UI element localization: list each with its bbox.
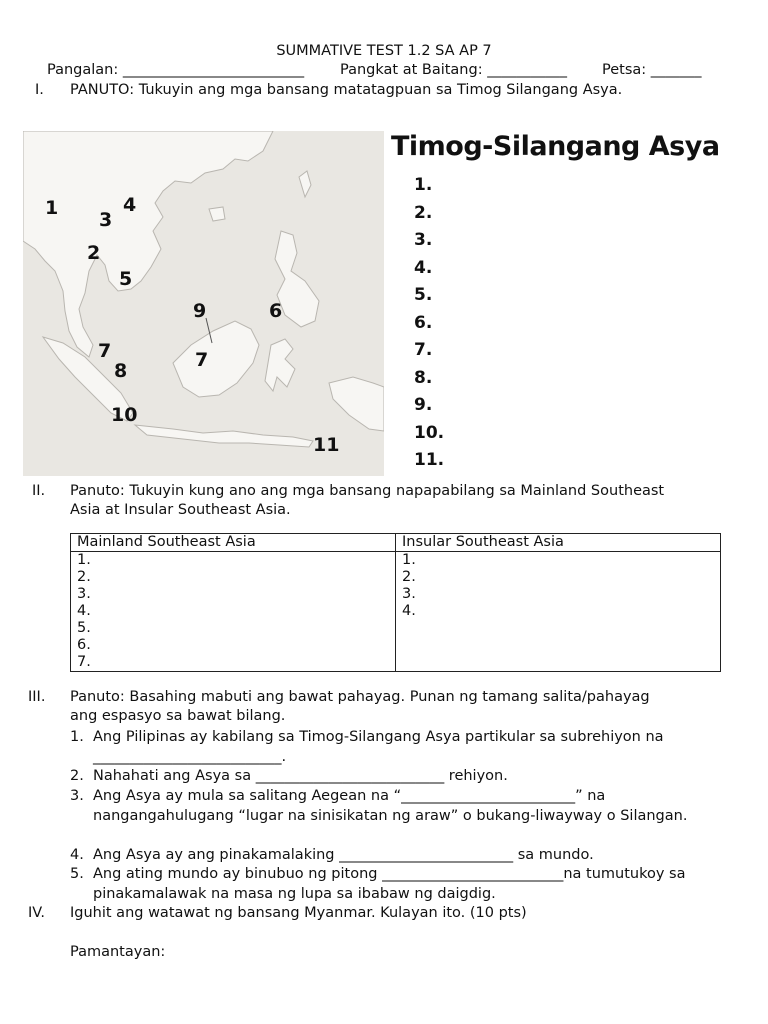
- mainland-item-7: 7.: [77, 654, 91, 670]
- mainland-item-5: 5.: [77, 620, 91, 636]
- insular-item-4: 4.: [402, 603, 416, 619]
- table-header-row: [71, 534, 721, 552]
- item-text: Ang Asya ay ang pinakamalaking ________________________ sa mundo.: [93, 847, 594, 863]
- section-1-number: I.: [35, 82, 44, 98]
- map-title: Timog-Silangang Asya: [391, 131, 720, 162]
- insular-header: Insular Southeast Asia: [396, 534, 721, 552]
- insular-item-2: 2.: [402, 569, 416, 585]
- insular-item-3: 3.: [402, 586, 416, 602]
- section-2-instruction-line-1: Panuto: Tukuyin kung ano ang mga bansang napapabilang sa Mainland Southeast: [70, 483, 665, 499]
- answer-line-8: 8.: [414, 368, 433, 388]
- section-2-instruction-line-2: Asia at Insular Southeast Asia.: [70, 502, 291, 518]
- mainland-item-3: 3.: [77, 586, 91, 602]
- map-label-1: 1: [45, 197, 59, 219]
- answer-line-10: 10.: [414, 423, 445, 443]
- answer-line-11: 11.: [414, 450, 445, 470]
- mainland-item-1: 1.: [77, 552, 91, 568]
- item-text: Ang Asya ay mula sa salitang Aegean na “________________________” na nangangahulugang “lugar na sinisikatan ng araw” o bukang-liwayway o Silangan.: [93, 788, 688, 824]
- answer-line-9: 9.: [414, 395, 433, 415]
- answer-line-2: 2.: [414, 203, 433, 223]
- map-label-9: 9: [193, 300, 207, 322]
- answer-line-3: 3.: [414, 230, 433, 250]
- insular-column: [396, 552, 721, 672]
- map-label-7-borneo: 7: [195, 349, 209, 371]
- insular-item-1: 1.: [402, 552, 416, 568]
- mainland-header: Mainland Southeast Asia: [71, 534, 396, 552]
- mainland-item-4: 4.: [77, 603, 91, 619]
- section-4-instruction: Iguhit ang watawat ng bansang Myanmar. Kulayan ito. (10 pts): [70, 905, 527, 921]
- answer-line-6: 6.: [414, 313, 433, 333]
- item-number: 4.: [70, 847, 84, 863]
- date-field: Petsa: _______: [602, 62, 702, 78]
- map-label-2: 2: [87, 242, 101, 264]
- item-number: 5.: [70, 866, 84, 882]
- map-label-10: 10: [111, 404, 138, 426]
- grade-section-field: Pangkat at Baitang: ___________: [340, 62, 567, 78]
- mainland-item-6: 6.: [77, 637, 91, 653]
- map-label-7-peninsula: 7: [98, 340, 112, 362]
- map-label-5: 5: [119, 268, 133, 290]
- item-text: Ang ating mundo ay binubuo ng pitong _________________________na tumutukoy sa pinakamalawak na masa ng lupa sa ibabaw ng daigdig.: [93, 866, 686, 902]
- map-label-6: 6: [269, 300, 283, 322]
- answer-line-4: 4.: [414, 258, 433, 278]
- answer-line-5: 5.: [414, 285, 433, 305]
- section-1-instruction: PANUTO: Tukuyin ang mga bansang matatagpuan sa Timog Silangang Asya.: [70, 82, 623, 98]
- item-text: Nahahati ang Asya sa __________________________ rehiyon.: [93, 768, 508, 784]
- item-number: 3.: [70, 788, 84, 804]
- section-3-number: III.: [28, 689, 46, 705]
- item-number: 2.: [70, 768, 84, 784]
- item-number: 1.: [70, 729, 84, 745]
- name-field: Pangalan: _________________________: [47, 62, 305, 78]
- map-label-4: 4: [123, 194, 137, 216]
- classification-table: [70, 533, 721, 672]
- map-label-11: 11: [313, 434, 340, 456]
- test-title: SUMMATIVE TEST 1.2 SA AP 7: [276, 43, 492, 59]
- map-label-3: 3: [99, 209, 113, 231]
- mainland-item-2: 2.: [77, 569, 91, 585]
- section-3-instruction-line-2: ang espasyo sa bawat bilang.: [70, 708, 286, 724]
- answer-line-7: 7.: [414, 340, 433, 360]
- item-text: Ang Pilipinas ay kabilang sa Timog-Silangang Asya partikular sa subrehiyon na __________________________.: [93, 729, 664, 765]
- mainland-column: [71, 552, 396, 672]
- map-label-8: 8: [114, 360, 128, 382]
- section-2-number: II.: [32, 483, 46, 499]
- answer-line-1: 1.: [414, 175, 433, 195]
- section-3-instruction-line-1: Panuto: Basahing mabuti ang bawat pahayag. Punan ng tamang salita/pahayag: [70, 689, 650, 705]
- table-row: [71, 552, 721, 672]
- southeast-asia-map: [23, 131, 384, 476]
- criteria-label: Pamantayan:: [70, 944, 166, 960]
- section-4-number: IV.: [28, 905, 45, 921]
